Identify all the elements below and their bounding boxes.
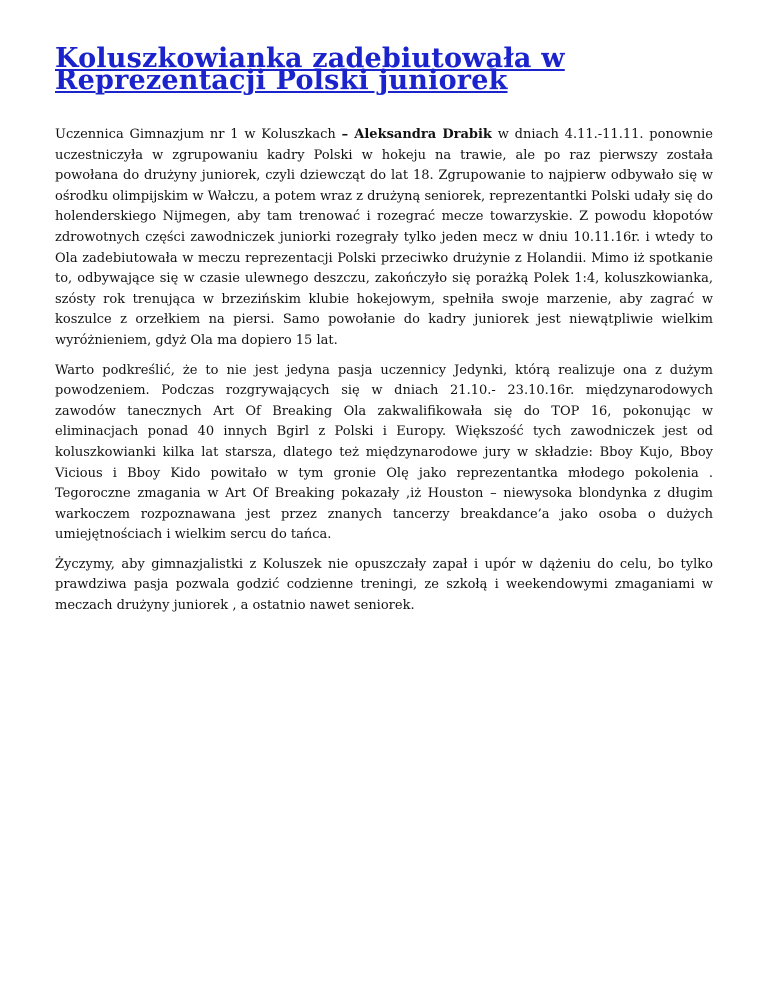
paragraph-3: Życzymy, aby gimnazjalistki z Koluszek nie opuszczały zapał i upór w dążeniu do celu, bo tylko prawdziwa pasja pozwala godzić codzienne treningi, ze szkołą i weekendowymi zmaganiami w meczach drużyny juniorek , a ostatnio nawet seniorek. [55, 556, 713, 614]
article [55, 43, 713, 626]
article-body [55, 125, 713, 617]
article-title-link[interactable] [55, 43, 713, 96]
paragraph-2: Warto podkreślić, że to nie jest jedyna pasja uczennicy Jedynki, którą realizuje ona z dużym powodzeniem. Podczas rozgrywających się w dniach 21.10.- 23.10.16r. międzynarodowych zawodów tanecznych Art Of Breaking Ola zakwalifikowała się do TOP 16, pokonując w eliminacjach ponad 40 innych Bgirl z Polski i Europy. Większość tych zawodniczek jest od koluszkowianki kilka lat starsza, dlatego też międzynarodowe jury w składzie: Bboy Kujo, Bboy Vicious i Bboy Kido powitało w tym gronie Olę jako reprezentantka młodego pokolenia . Tegoroczne zmagania w Art Of Breaking pokazały ,iż Houston – niewysoka blondynka z długim warkoczem rozpoznawana jest przez znanych tancerzy breakdance’a jako osoba o dużych umiejętnościach i wielkim sercu do tańca. [55, 362, 713, 543]
article-title[interactable] [55, 43, 713, 96]
paragraph-1 [55, 125, 713, 352]
paragraph-1-intro: Uczennica Gimnazjum nr 1 w Koluszkach [55, 127, 342, 142]
student-name: – Aleksandra Drabik [341, 127, 492, 142]
article-title-line-2: Reprezentacji Polski juniorek [55, 65, 508, 96]
paragraph-1-rest: w dniach 4.11.-11.11. ponownie uczestniczyła w zgrupowaniu kadry Polski w hokeju na trawie, ale po raz pierwszy została powołana do drużyny juniorek, czyli dziewcząt do lat 18. Zgrupowanie to najpierw odbywało się w ośrodku olimpijskim w Wałczu, a potem wraz z drużyną seniorek, reprezentantki Polski udały się do holenderskiego Nijmegen, aby tam trenować i rozegrać mecze towarzyskie. Z powodu kłopotów zdrowotnych części zawodniczek juniorki rozegrały tylko jeden mecz w dniu 10.11.16r. i wtedy to Ola zadebiutowała w meczu reprezentacji Polski przeciwko drużynie z Holandii. Mimo iż spotkanie to, odbywające się w czasie ulewnego deszczu, zakończyło się porażką Polek 1:4, koluszkowianka, szósty rok trenująca w brzezińskim klubie hokejowym, spełniła swoje marzenie, aby zagrać w koszulce z orzełkiem na piersi. Samo powołanie do kadry juniorek jest niewątpliwie wielkim wyróżnieniem, gdyż Ola ma dopiero 15 lat. [55, 127, 713, 348]
article-title-line-1: Koluszkowianka zadebiutowała w [55, 43, 565, 74]
